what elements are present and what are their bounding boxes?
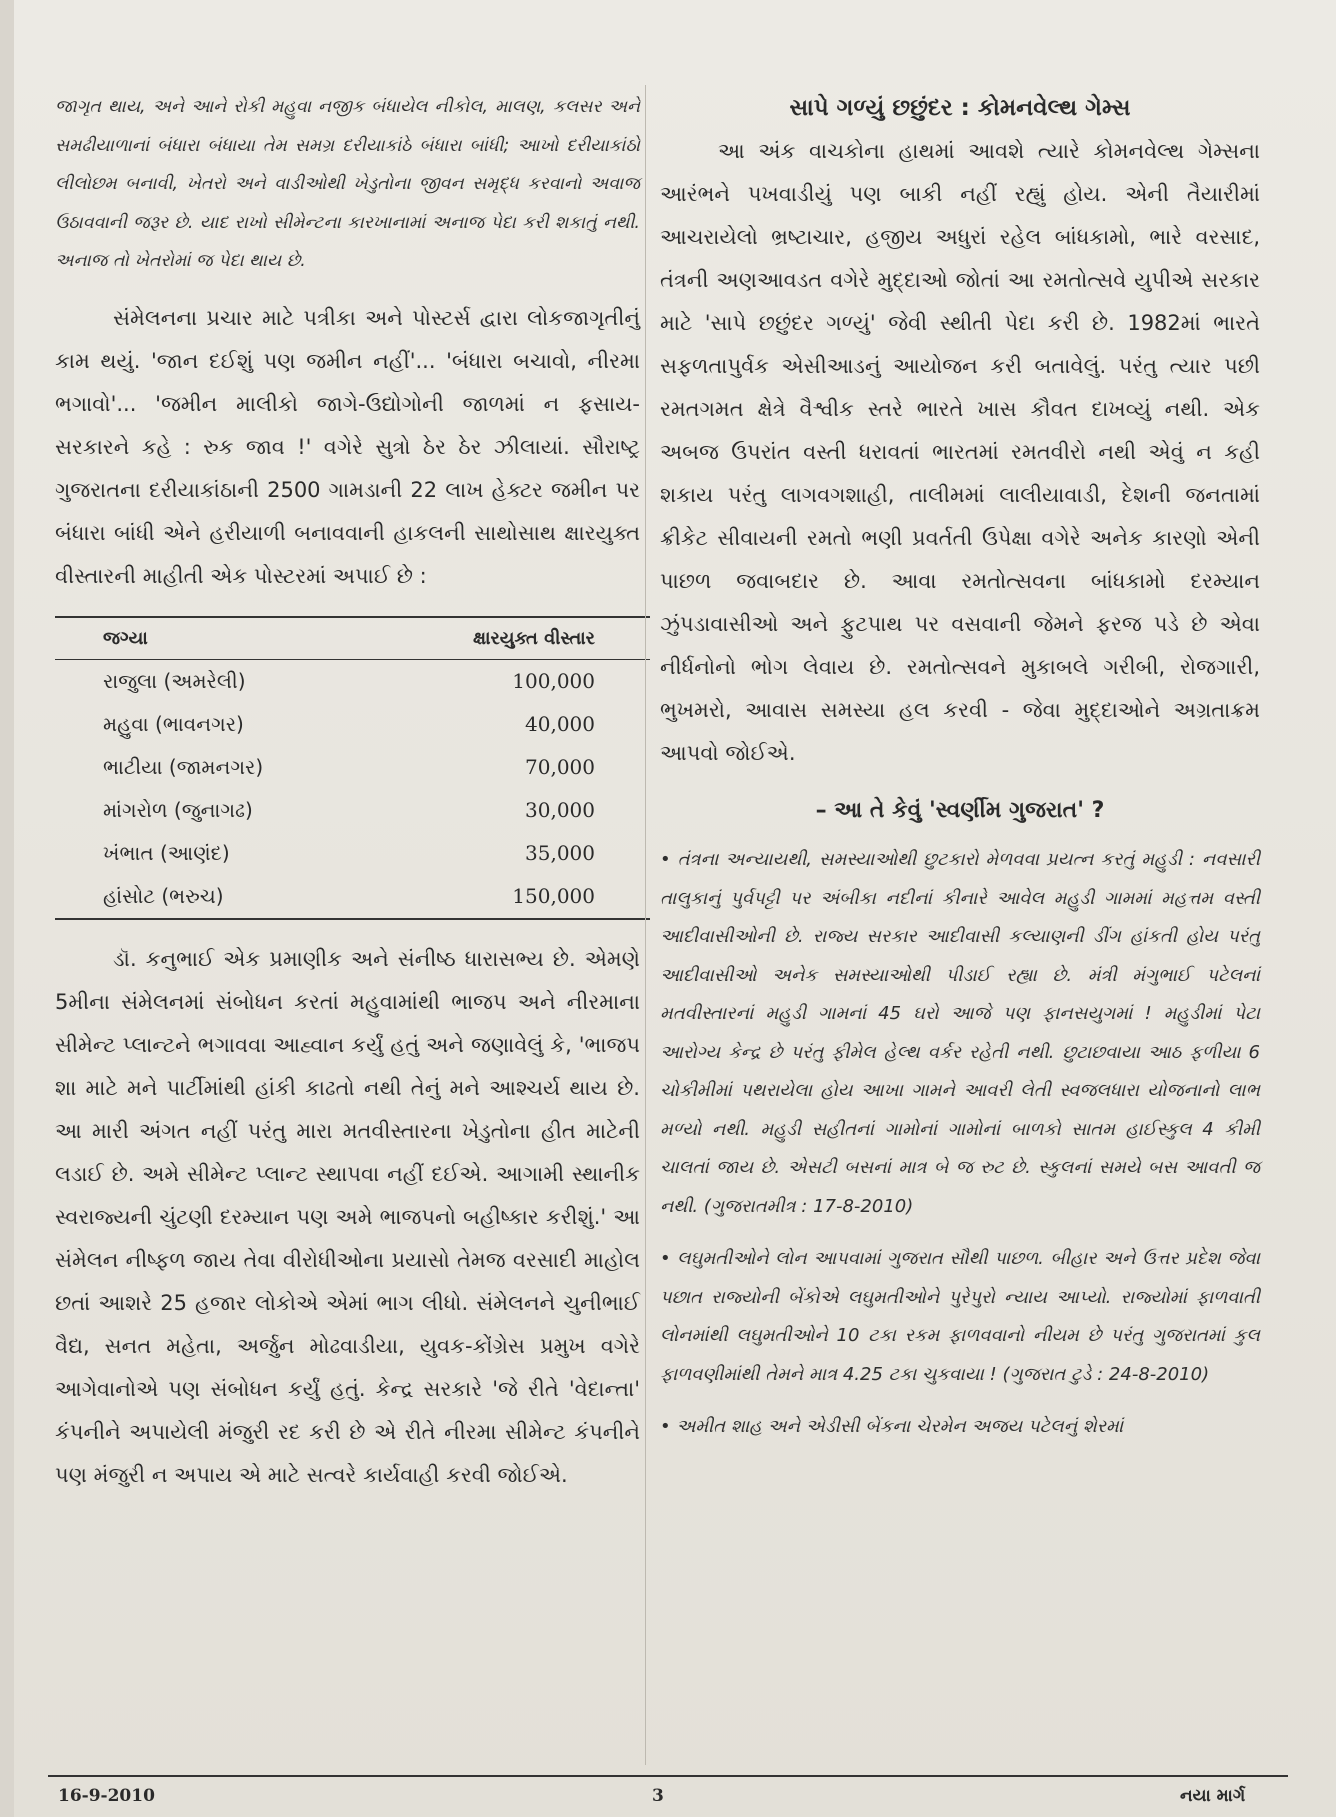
area-cell: 100,000 [512, 669, 595, 693]
area-cell: 150,000 [512, 884, 595, 908]
italic-intro-paragraph: જાગૃત થાય, અને આને રોકી મહુવા નજીક બંધાયેલ નીકોલ, માલણ, કલસર અને સમઢીયાળાનાં બંધારા બંધાયા તેમ સમગ્ર દરીયાકાંઠે બંધારા બાંધી; આખો દરીયાકાંઠો લીલોછમ બનાવી, ખેતરો અને વાડીઓથી ખેડુતોના જીવન સમૃદ્ધ કરવાનો અવાજ ઉઠાવવાની જરૂર છે. યાદ રાખો સીમેન્ટના કારખાનામાં અનાજ પેદા કરી શકાતું નથી. અનાજ તો ખેતરોમાં જ પેદા થાય છે. [55, 97, 640, 271]
right-column [660, 88, 1260, 1447]
area-cell: 35,000 [525, 841, 595, 865]
table-row [55, 875, 650, 919]
place-cell: હાંસોટ (ભરુચ) [103, 884, 224, 908]
mla-speech-paragraph: ડૉ. કનુભાઈ એક પ્રમાણીક અને સંનીષ્ઠ ધારાસભ્ય છે. એમણે 5મીના સંમેલનમાં સંબોધન કરતાં મહુવામાંથી ભાજપ અને નીરમાના સીમેન્ટ પ્લાન્ટને ભગાવવા આહ્વાન કર્યું હતું અને જણાવેલું કે, 'ભાજપ શા માટે મને પાર્ટીમાંથી હાંકી કાઢતો નથી તેનું મને આશ્ચર્ય થાય છે. આ મારી અંગત નહીં પરંતુ મારા મતવીસ્તારના ખેડુતોના હીત માટેની લડાઈ છે. અમે સીમેન્ટ પ્લાન્ટ સ્થાપવા નહીં દઈએ. આગામી સ્થાનીક સ્વરાજ્યની ચુંટણી દરમ્યાન પણ અમે ભાજપનો બહીષ્કાર કરીશું.' આ સંમેલન નીષ્ફળ જાય તેવા વીરોધીઓના પ્રયાસો તેમજ વરસાદી માહોલ છતાં આશરે 25 હજાર લોકોએ એમાં ભાગ લીધો. સંમેલનને ચુનીભાઈ વૈદ્ય, સનત મહેતા, અર્જુન મોઢવાડીયા, યુવક-કોંગ્રેસ પ્રમુખ વગેરે આગેવાનોએ પણ સંબોધન કર્યું હતું. કેન્દ્ર સરકારે 'જે રીતે 'વેદાન્તા' કંપનીને અપાયેલી મંજુરી રદ કરી છે એ રીતે નીરમા સીમેન્ટ કંપનીને પણ મંજુરી ન અપાય એ માટે સત્વરે કાર્યવાહી કરવી જોઈએ. [55, 946, 640, 1487]
article-heading: સાપે ગળ્યું છછુંદર : કોમનવેલ્થ ગેમ્સ [789, 95, 1131, 121]
area-cell: 30,000 [525, 798, 595, 822]
area-cell: 70,000 [525, 755, 595, 779]
table-row [55, 703, 650, 746]
table-row [55, 746, 650, 789]
left-column [55, 88, 640, 1497]
news-item-minority-loans: • લઘુમતીઓને લોન આપવામાં ગુજરાત સૌથી પાછળ. બીહાર અને ઉત્તર પ્રદેશ જેવા પછાત રાજ્યોની બેંકોએ લઘુમતીઓને પુરેપુરો ન્યાય આપ્યો. રાજ્યોમાં ફાળવાતી લોનમાંથી લઘુમતીઓને 10 ટકા રકમ ફાળવવાનો નીયમ છે પરંતુ ગુજરાતમાં કુલ ફાળવણીમાંથી તેમને માત્ર 4.25 ટકા ચુકવાયા ! (ગુજરાત ટુડે : 24-8-2010) [660, 1248, 1260, 1385]
commonwealth-games-paragraph: આ અંક વાચકોના હાથમાં આવશે ત્યારે કોમનવેલ્થ ગેમ્સના આરંભને પખવાડીયું પણ બાકી નહીં રહ્યું હોય. એની તૈયારીમાં આચરાયેલો ભ્રષ્ટાચાર, હજીય અધુરાં રહેલ બાંધકામો, ભારે વરસાદ, તંત્રની અણઆવડત વગેરે મુદ્દાઓ જોતાં આ રમતોત્સવે યુપીએ સરકાર માટે 'સાપે છછુંદર ગળ્યું' જેવી સ્થીતી પેદા કરી છે. 1982માં ભારતે સફળતાપુર્વક એસીઆડનું આયોજન કરી બતાવેલું. પરંતુ ત્યાર પછી રમતગમત ક્ષેત્રે વૈશ્વીક સ્તરે ભારતે ખાસ કૌવત દાખવ્યું નથી. એક અબજ ઉપરાંત વસ્તી ધરાવતાં ભારતમાં રમતવીરો નથી એવું ન કહી શકાય પરંતુ લાગવગશાહી, તાલીમમાં લાલીયાવાડી, દેશની જનતામાં ક્રીકેટ સીવાયની રમતો ભણી પ્રવર્તતી ઉપેક્ષા વગેરે અનેક કારણો એની પાછળ જવાબદાર છે. આવા રમતોત્સવના બાંધકામો દરમ્યાન ઝુંપડાવાસીઓ અને ફુટપાથ પર વસવાની જેમને ફરજ પડે છે એવા નીર્ધનોનો ભોગ લેવાય છે. રમતોત્સવને મુકાબલે ગરીબી, રોજગારી, ભુખમરો, આવાસ સમસ્યા હલ કરવી - જેવા મુદ્દાઓને અગ્રતાક્રમ આપવો જોઈએ. [660, 139, 1260, 765]
header-area: ક્ષારયુક્ત વીસ્તાર [341, 617, 650, 660]
area-cell: 40,000 [525, 712, 595, 736]
news-item-mahudi: • તંત્રના અન્યાયથી, સમસ્યાઓથી છુટકારો મેળવવા પ્રયત્ન કરતું મહુડી : નવસારી તાલુકાનું પુર્વપટ્ટી પર અંબીકા નદીનાં કીનારે આવેલ મહુડી ગામમાં મહત્તમ વસ્તી આદીવાસીઓની છે. રાજ્ય સરકાર આદીવાસી કલ્યાણની ડીંગ હાંકતી હોય પરંતુ આદીવાસીઓ અનેક સમસ્યાઓથી પીડાઈ રહ્યા છે. મંત્રી મંગુભાઈ પટેલનાં મતવીસ્તારનાં મહુડી ગામનાં 45 ઘરો આજે પણ ફાનસયુગમાં ! મહુડીમાં પેટા આરોગ્ય કેન્દ્ર છે પરંતુ ફીમેલ હેલ્થ વર્કર રહેતી નથી. છુટાછવાયા આઠ ફળીયા 6 ચોકીમીમાં પથરાયેલા હોય આખા ગામને આવરી લેતી સ્વજલધારા યોજનાનો લાભ મળ્યો નથી. મહુડી સહીતનાં ગામોનાં ગામોનાં બાળકો સાતમ હાઈસ્કુલ 4 કીમી ચાલતાં જાય છે. એસટી બસનાં માત્ર બે જ રુટ છે. સ્કુલનાં સમયે બસ આવતી જ નથી. (ગુજરાતમીત્ર : 17-8-2010) [660, 849, 1260, 1217]
header-place: જગ્યા [55, 617, 341, 660]
poster-campaign-paragraph: સંમેલનના પ્રચાર માટે પત્રીકા અને પોસ્ટર્સ દ્વારા લોકજાગૃતીનું કામ થયું. 'જાન દઈશું પણ જમીન નહીં'... 'બંધારા બચાવો, નીરમા ભગાવો'... 'જમીન માલીકો જાગે-ઉદ્યોગોની જાળમાં ન ફસાય-સરકારને કહે : રુક જાવ !' વગેરે સુત્રો ઠેર ઠેર ઝીલાયાં. સૌરાષ્ટ્ર ગુજરાતના દરીયાકાંઠાની 2500 ગામડાની 22 લાખ હેક્ટર જમીન પર બંધારા બાંધી એને હરીયાળી બનાવવાની હાકલની સાથોસાથ ક્ષારયુક્ત વીસ્તારની માહીતી એક પોસ્ટરમાં અપાઈ છે : [55, 305, 640, 588]
place-cell: રાજુલા (અમરેલી) [103, 669, 246, 693]
page-edge-shadow [0, 0, 14, 1817]
saline-area-table [55, 616, 650, 920]
footer-date: 16-9-2010 [58, 1786, 155, 1806]
news-item-amit-shah: • અમીત શાહ અને એડીસી બેંકના ચેરમેન અજય પટેલનું શેરમાં [660, 1416, 1124, 1437]
column-divider [645, 85, 646, 1765]
section-subheading: – આ તે કેવું 'સ્વર્ણીમ ગુજરાત' ? [815, 798, 1105, 823]
place-cell: ભાટીયા (જામનગર) [103, 755, 264, 779]
table-row [55, 789, 650, 832]
place-cell: મહુવા (ભાવનગર) [103, 712, 244, 736]
footer-rule [48, 1775, 1288, 1777]
table-header-row [55, 617, 650, 660]
footer-page-number: 3 [652, 1786, 664, 1806]
place-cell: માંગરોળ (જુનાગઢ) [103, 798, 253, 822]
table-row [55, 832, 650, 875]
place-cell: ખંભાત (આણંદ) [103, 841, 230, 865]
table-row [55, 659, 650, 703]
footer-publication: નયા માર્ગ [1180, 1786, 1246, 1806]
